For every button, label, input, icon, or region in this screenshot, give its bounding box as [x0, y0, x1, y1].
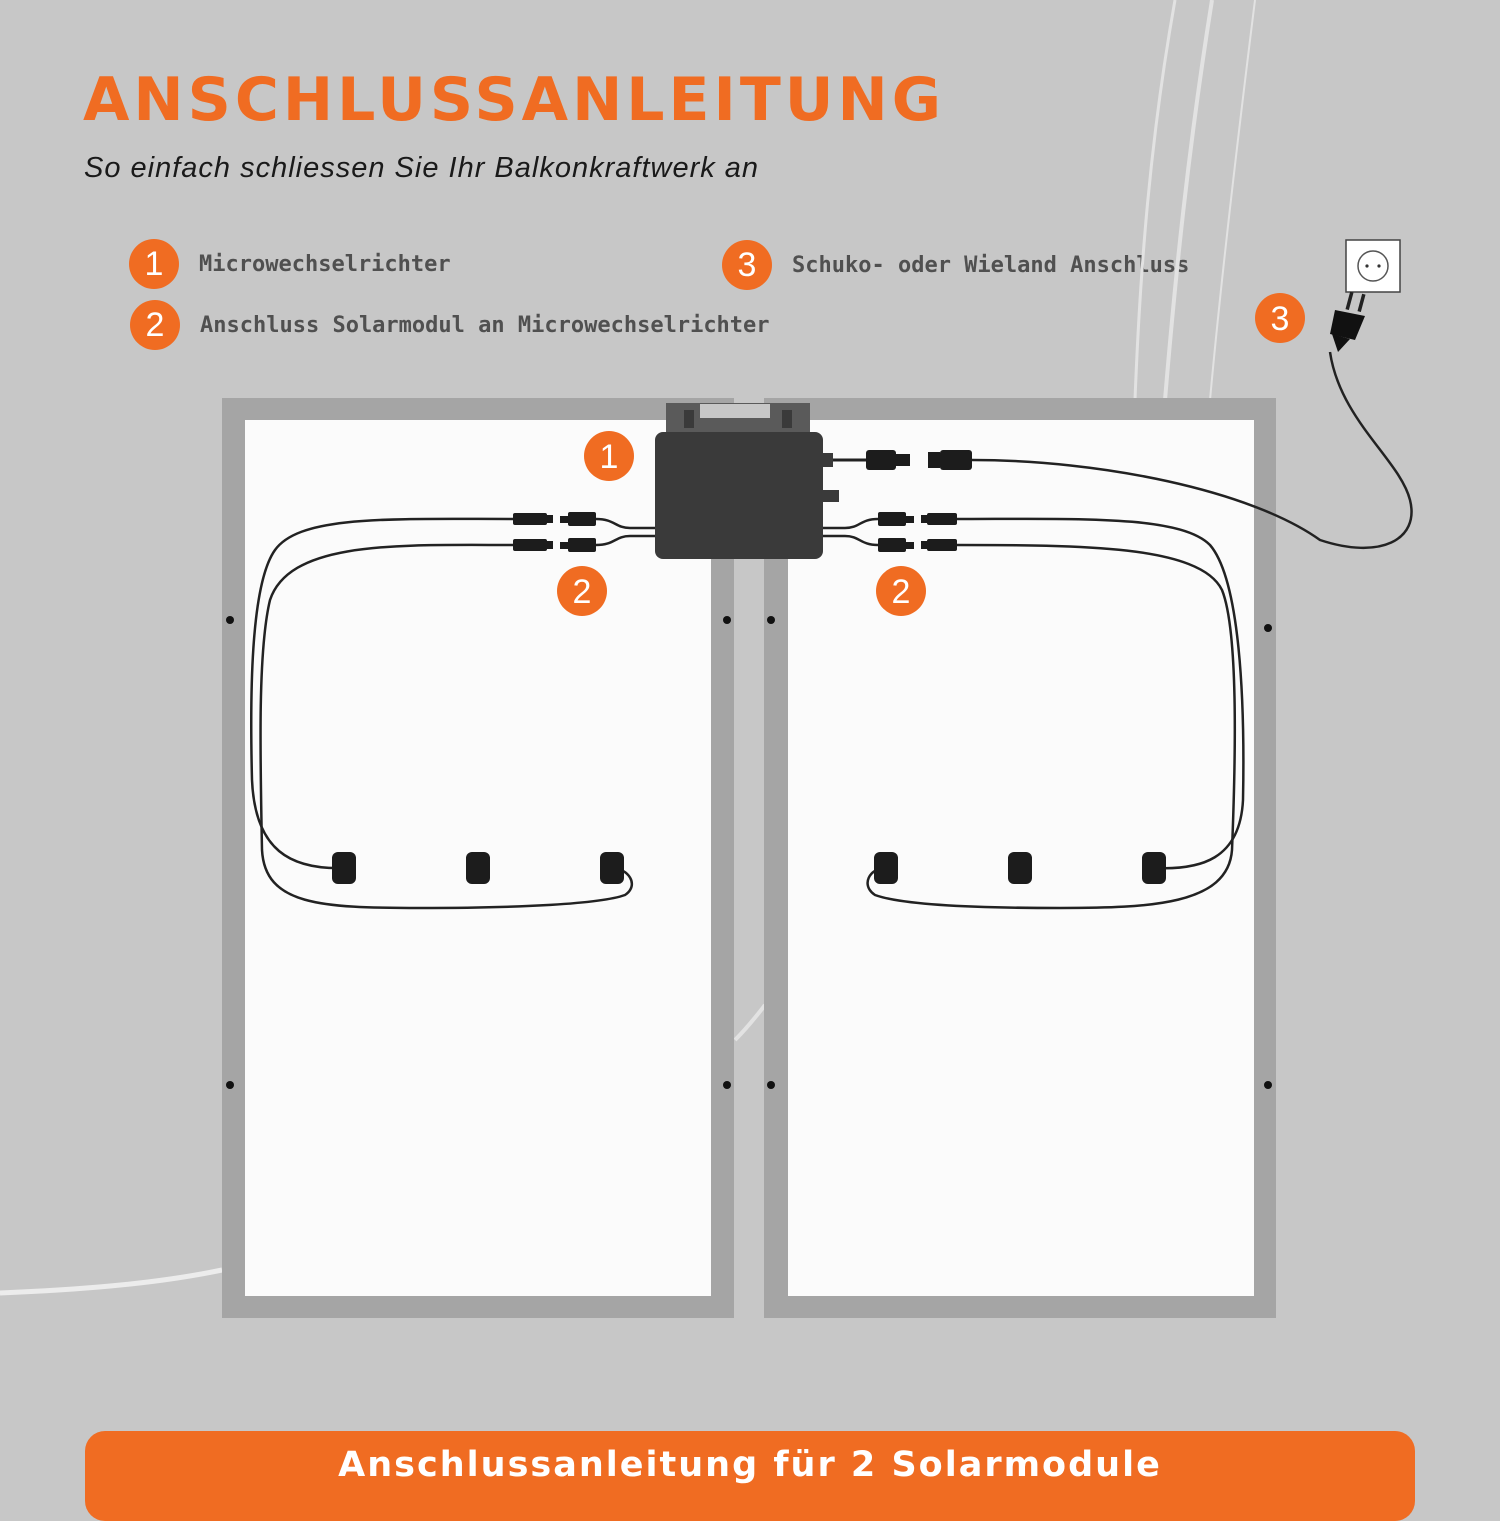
legend-badge: 3: [722, 240, 772, 290]
marker-plug: [1255, 293, 1305, 343]
legend-badge: 2: [130, 300, 180, 350]
page-title: ANSCHLUSSANLEITUNG: [83, 65, 945, 135]
wall-socket-icon: [1346, 240, 1400, 292]
svg-text:2: 2: [891, 573, 911, 611]
legend-label: Anschluss Solarmodul an Microwechselrichter: [200, 312, 770, 338]
power-plug-icon: [1330, 292, 1366, 352]
footer-banner: [85, 1431, 1415, 1521]
svg-text:1: 1: [599, 438, 619, 476]
page-subtitle: So einfach schliessen Sie Ihr Balkonkraftwerk an: [84, 152, 760, 184]
legend-label: Schuko- oder Wieland Anschluss: [792, 252, 1190, 278]
marker-inverter: [584, 431, 634, 481]
marker-panel-right-connection: [876, 566, 926, 616]
legend-label: Microwechselrichter: [199, 251, 451, 277]
svg-text:2: 2: [572, 573, 592, 611]
marker-panel-left-connection: [557, 566, 607, 616]
footer-label: Anschlussanleitung für 2 Solarmodule: [338, 1445, 1162, 1485]
svg-text:3: 3: [1270, 300, 1290, 338]
legend-badge: 1: [129, 239, 179, 289]
